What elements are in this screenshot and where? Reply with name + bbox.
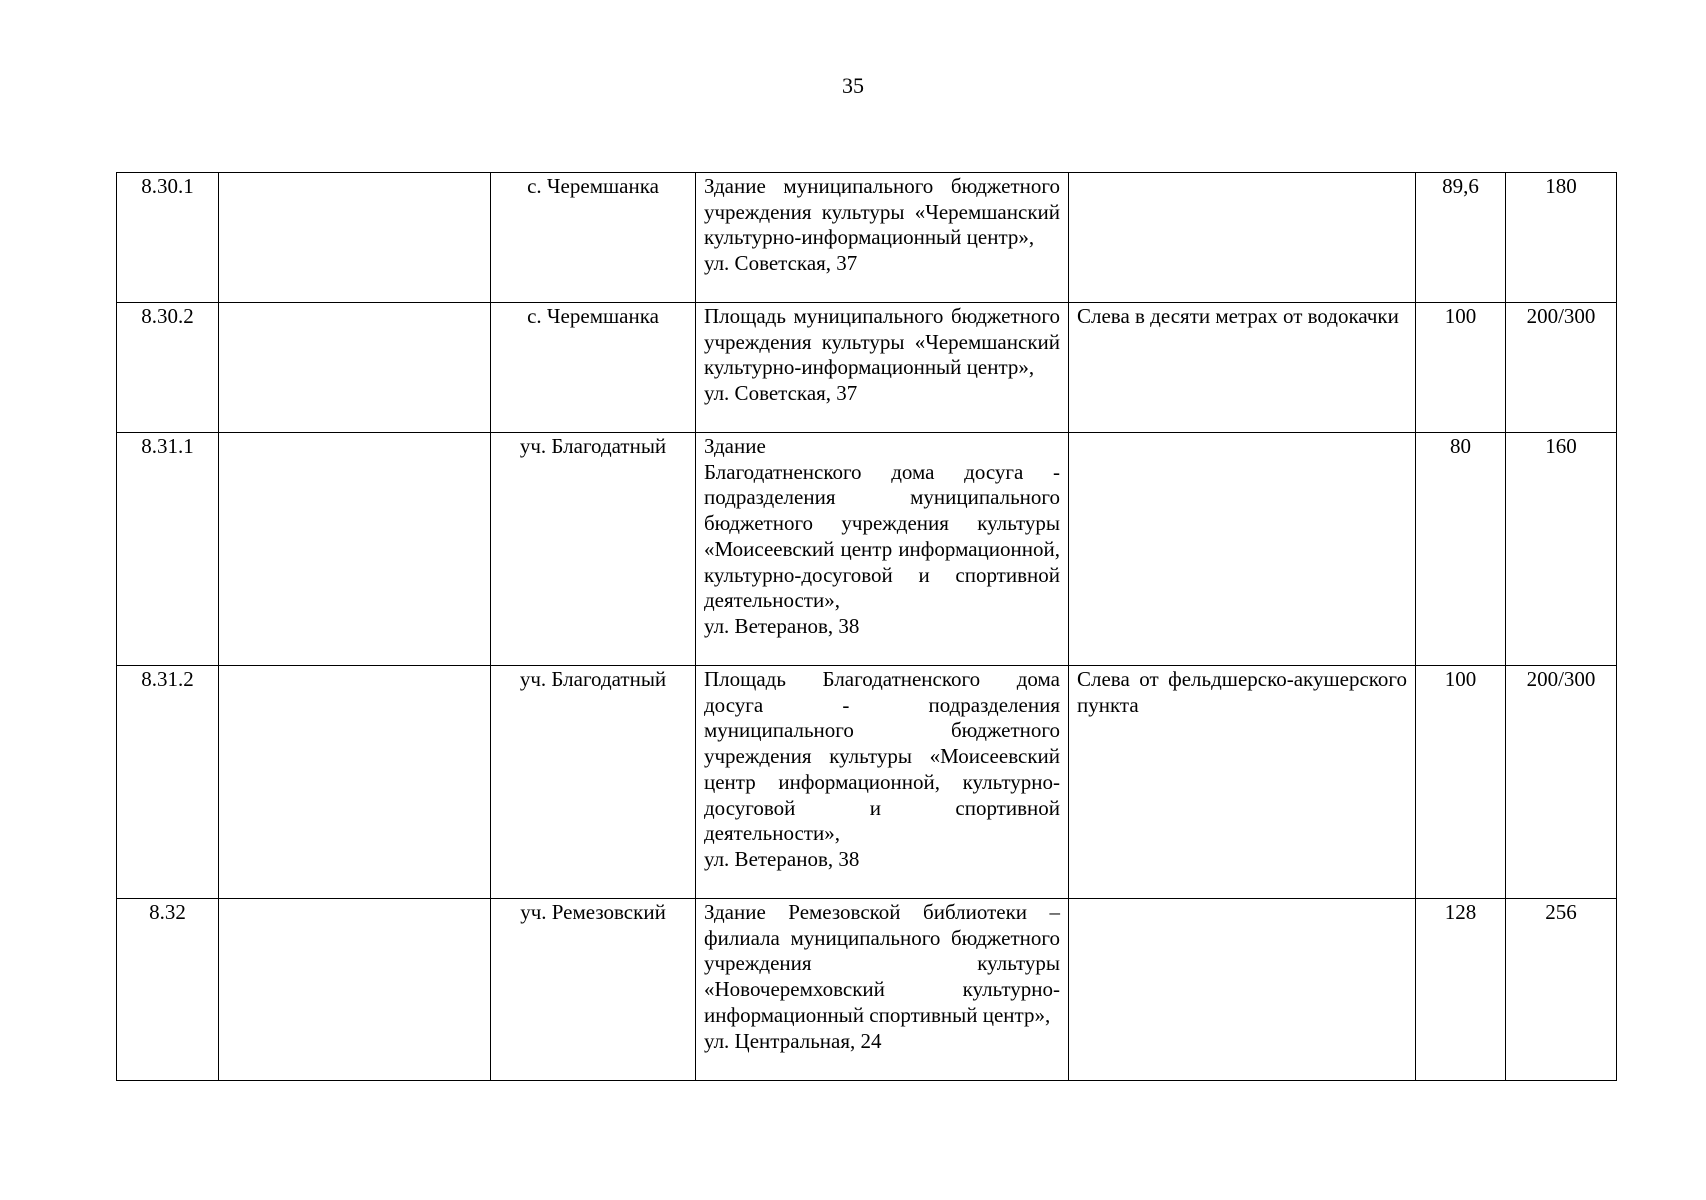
object-cell	[696, 303, 1069, 433]
object-description: Здание Ремезовской библиотеки – филиала муниципального бюджетного учреждения культуры «Новочеремховский культурно-информационный спортивный центр»,	[704, 900, 1060, 1027]
object-cell	[696, 899, 1069, 1081]
note-cell	[1069, 433, 1416, 666]
location-cell: с. Черемшанка	[491, 173, 696, 303]
object-description: Здание муниципального бюджетного учреждения культуры «Черемшанский культурно-информационный центр»,	[704, 174, 1060, 250]
capacity-cell: 160	[1506, 433, 1617, 666]
row-number: 8.31.2	[117, 666, 219, 899]
table-row	[117, 899, 1617, 1081]
row-number: 8.30.2	[117, 303, 219, 433]
area-cell: 80	[1416, 433, 1506, 666]
area-cell: 100	[1416, 666, 1506, 899]
object-description: Площадь муниципального бюджетного учреждения культуры «Черемшанский культурно-информационный центр»,	[704, 304, 1060, 380]
note-cell: Слева от фельдшерско-акушерского пункта	[1069, 666, 1416, 899]
object-address: ул. Центральная, 24	[704, 1028, 882, 1053]
location-cell: с. Черемшанка	[491, 303, 696, 433]
table-row	[117, 433, 1617, 666]
note-cell	[1069, 899, 1416, 1081]
object-address: ул. Советская, 37	[704, 381, 858, 406]
object-description: Площадь Благодатненского дома досуга - подразделения муниципального бюджетного учреждения культуры «Моисеевский центр информационной, культурно-досуговой и спортивной деятельности»,	[704, 667, 1060, 846]
area-cell: 89,6	[1416, 173, 1506, 303]
capacity-cell: 200/300	[1506, 666, 1617, 899]
object-description-first-line: Здание	[704, 434, 766, 458]
page-number: 35	[842, 73, 864, 98]
location-cell: уч. Ремезовский	[491, 899, 696, 1081]
object-address: ул. Советская, 37	[704, 251, 858, 276]
object-cell	[696, 433, 1069, 666]
area-cell: 100	[1416, 303, 1506, 433]
object-cell	[696, 173, 1069, 303]
row-number: 8.30.1	[117, 173, 219, 303]
capacity-cell: 180	[1506, 173, 1617, 303]
row-number: 8.31.1	[117, 433, 219, 666]
table-row	[117, 666, 1617, 899]
object-address: ул. Ветеранов, 38	[704, 846, 860, 871]
object-description: Благодатненского дома досуга - подразделения муниципального бюджетного учреждения культуры «Моисеевский центр информационной, культурно-досуговой и спортивной деятельности»,	[704, 459, 1060, 613]
object-cell	[696, 666, 1069, 899]
note-cell	[1069, 173, 1416, 303]
blank-cell	[219, 303, 491, 433]
capacity-cell: 200/300	[1506, 303, 1617, 433]
blank-cell	[219, 173, 491, 303]
row-number: 8.32	[117, 899, 219, 1081]
capacity-cell: 256	[1506, 899, 1617, 1081]
blank-cell	[219, 666, 491, 899]
area-cell: 128	[1416, 899, 1506, 1081]
note-cell: Слева в десяти метрах от водокачки	[1069, 303, 1416, 433]
location-cell: уч. Благодатный	[491, 666, 696, 899]
blank-cell	[219, 433, 491, 666]
table-row	[117, 173, 1617, 303]
location-cell: уч. Благодатный	[491, 433, 696, 666]
table-row	[117, 303, 1617, 433]
registry-table	[116, 172, 1617, 1081]
object-address: ул. Ветеранов, 38	[704, 613, 860, 638]
blank-cell	[219, 899, 491, 1081]
